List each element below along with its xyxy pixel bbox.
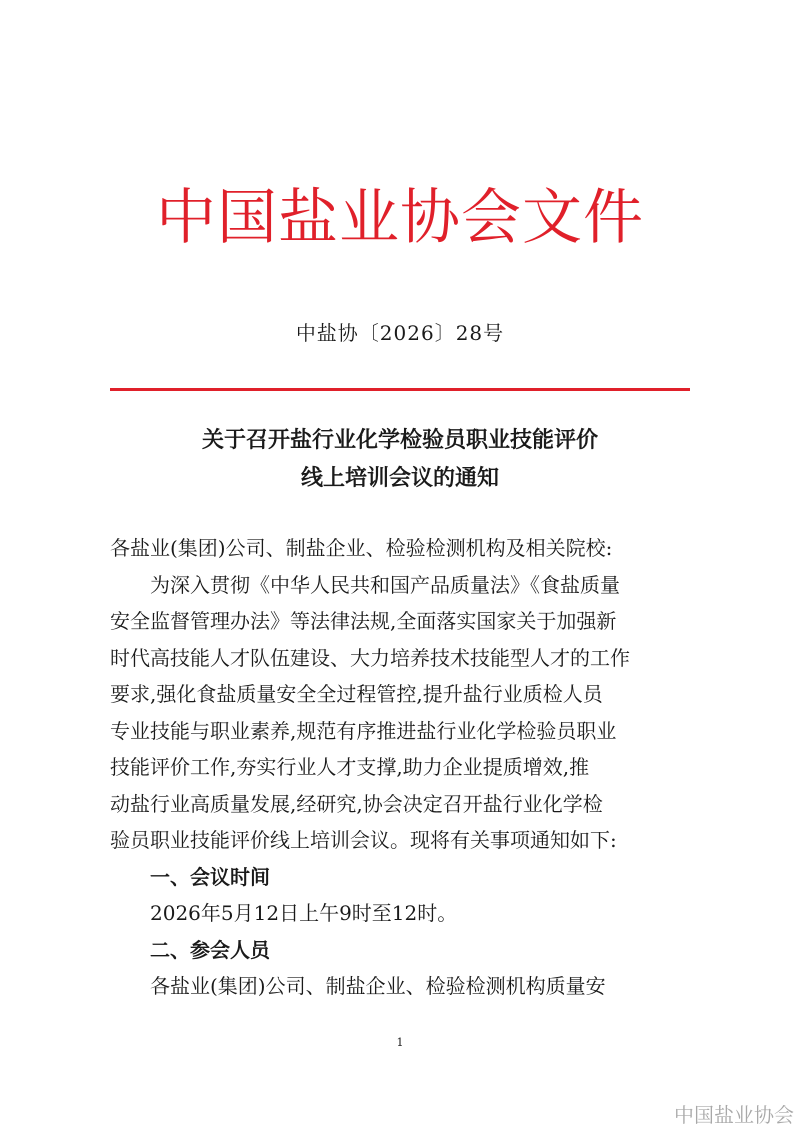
notice-body (110, 530, 680, 1005)
body-paragraph-line: 为深入贯彻《中华人民共和国产品质量法》《食盐质量 (150, 572, 620, 597)
document-number: 中盐协〔2026〕28号 (295, 321, 505, 345)
body-paragraph-line: 时代高技能人才队伍建设、大力培养技术技能型人才的工作 (110, 645, 630, 670)
notice-title (0, 421, 800, 497)
section-text-meeting-time: 2026年5月12日上午9时至12时。 (150, 901, 458, 925)
issuer-header-title: 中国盐业协会文件 (156, 183, 644, 253)
body-paragraph-line: 专业技能与职业素养,规范有序推进盐行业化学检验员职业 (110, 718, 617, 743)
salutation: 各盐业(集团)公司、制盐企业、检验检测机构及相关院校: (110, 536, 613, 560)
notice-title-line-1: 关于召开盐行业化学检验员职业技能评价 (201, 427, 598, 453)
body-paragraph-line: 安全监督管理办法》等法律法规,全面落实国家关于加强新 (110, 609, 617, 633)
section-text-attendees: 各盐业(集团)公司、制盐企业、检验检测机构质量安 (150, 974, 606, 998)
page-number: 1 (396, 1036, 404, 1049)
section-heading-attendees: 二、参会人员 (150, 937, 270, 962)
section-heading-meeting-time: 一、会议时间 (150, 864, 270, 889)
notice-title-line-2: 线上培训会议的通知 (300, 465, 499, 491)
body-paragraph-line: 要求,强化食盐质量安全全过程管控,提升盐行业质检人员 (110, 682, 603, 706)
body-paragraph-line: 动盐行业高质量发展,经研究,协会决定召开盐行业化学检 (110, 791, 603, 816)
body-paragraph-line: 技能评价工作,夯实行业人才支撑,助力企业提质增效,推 (110, 755, 590, 779)
body-paragraph-line: 验员职业技能评价线上培训会议。现将有关事项通知如下: (110, 828, 617, 852)
watermark-text: 中国盐业协会 (674, 1103, 794, 1127)
red-separator-line (110, 388, 690, 391)
